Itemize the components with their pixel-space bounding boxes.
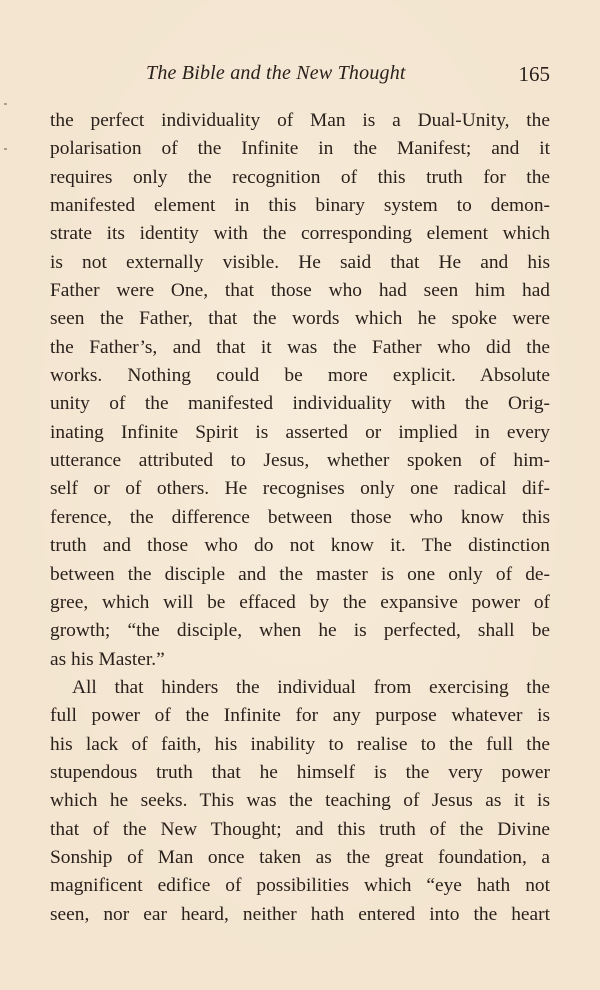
- margin-mark: [4, 148, 7, 150]
- running-title: The Bible and the New Thought: [146, 62, 406, 84]
- text-line: polarisation of the Infinite in the Manifest; and it: [50, 138, 550, 160]
- text-line: unity of the manifested individuality with the Orig-: [50, 393, 550, 415]
- text-line: the perfect individuality of Man is a Dual-Unity, the: [50, 110, 550, 131]
- text-line: his lack of faith, his inability to realise to the full the: [50, 733, 550, 755]
- text-line: truth and those who do not know it. The distinction: [50, 535, 550, 557]
- text-line: as his Master.”: [50, 648, 165, 670]
- text-line: works. Nothing could be more explicit. Absolute: [50, 365, 550, 387]
- text-line: Sonship of Man once taken as the great foundation, a: [50, 846, 550, 868]
- text-line: Father were One, that those who had seen him had: [50, 280, 550, 302]
- paragraph-1: [50, 107, 550, 674]
- text-line: between the disciple and the master is one only of de-: [50, 563, 550, 585]
- text-line: ference, the difference between those who know this: [50, 506, 550, 528]
- text-line: that of the New Thought; and this truth of the Divine: [50, 818, 550, 840]
- text-line: strate its identity with the corresponding element which: [50, 223, 550, 245]
- running-head: [50, 62, 550, 92]
- page-number: 165: [518, 62, 550, 86]
- text-line: seen, nor ear heard, neither hath entered into the heart: [50, 903, 550, 925]
- text-line: seen the Father, that the words which he spoke were: [50, 308, 550, 330]
- text-line: is not externally visible. He said that He and his: [50, 251, 550, 273]
- text-line: the Father’s, and that it was the Father who did the: [50, 336, 550, 358]
- margin-mark: [4, 103, 7, 105]
- body-text: [50, 107, 550, 929]
- text-line: self or of others. He recognises only one radical dif-: [50, 478, 550, 500]
- text-line: inating Infinite Spirit is asserted or implied in every: [50, 421, 550, 443]
- text-line: growth; “the disciple, when he is perfected, shall be: [50, 620, 550, 642]
- paragraph-2: [50, 674, 550, 929]
- text-line: stupendous truth that he himself is the very power: [50, 761, 550, 783]
- text-line: which he seeks. This was the teaching of Jesus as it is: [50, 790, 550, 812]
- text-line: All that hinders the individual from exercising the: [72, 676, 550, 698]
- text-line: full power of the Infinite for any purpose whatever is: [50, 705, 550, 727]
- text-line: gree, which will be effaced by the expansive power of: [50, 591, 550, 613]
- text-line: requires only the recognition of this truth for the: [50, 166, 550, 188]
- text-line: manifested element in this binary system to demon-: [50, 195, 550, 217]
- text-line: magnificent edifice of possibilities which “eye hath not: [50, 875, 550, 897]
- text-line: utterance attributed to Jesus, whether spoken of him-: [50, 450, 550, 472]
